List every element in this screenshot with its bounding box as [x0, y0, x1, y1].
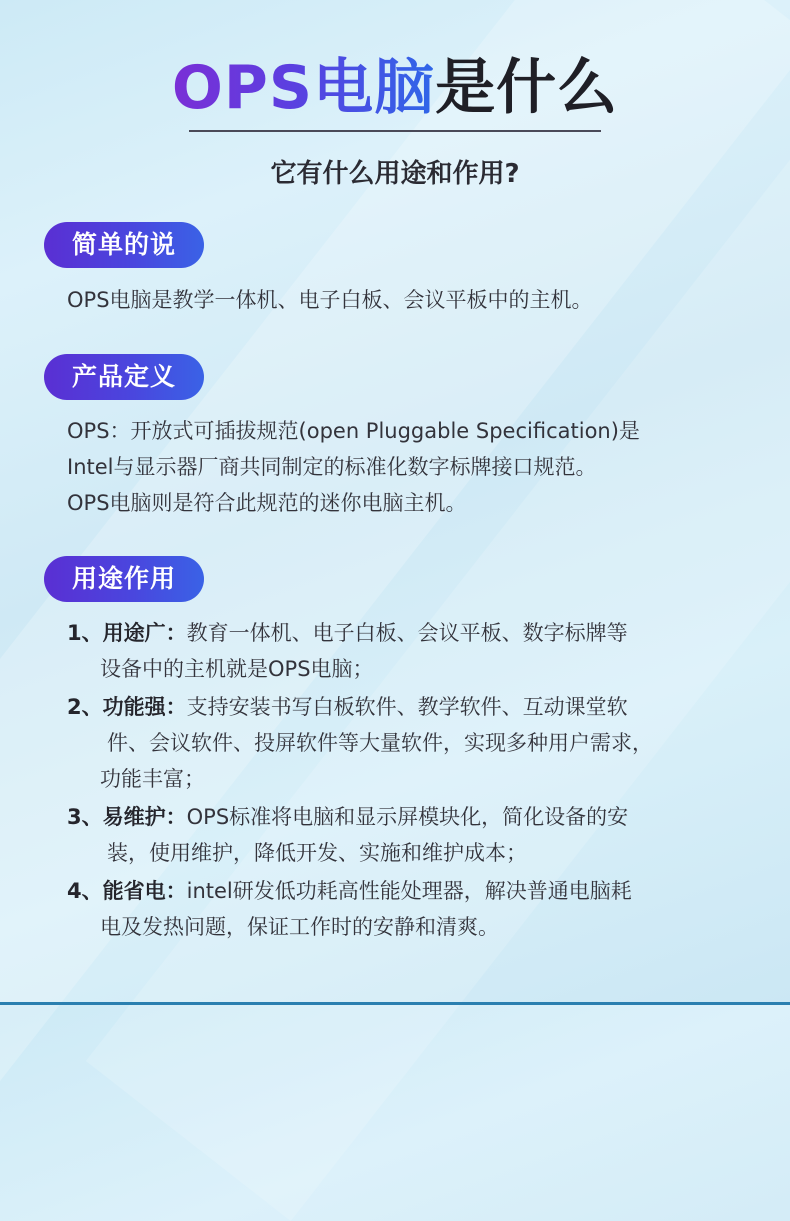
usage-list: [67, 615, 747, 947]
item-lead: 3、易维护：: [67, 805, 187, 829]
item-text: 件、会议软件、投屏软件等大量软件，实现多种用户需求，: [107, 731, 653, 755]
section-badge-usage: 用途作用: [44, 556, 204, 602]
item-text: 功能丰富；: [100, 767, 205, 791]
item-text: intel研发低功耗高性能处理器，解决普通电脑耗: [186, 879, 632, 903]
title-divider: [189, 130, 601, 132]
item-text: 教育一体机、电子白板、会议平板、数字标牌等: [186, 621, 628, 645]
list-item: [67, 799, 747, 871]
list-item: [67, 689, 747, 797]
page-title: [0, 50, 790, 126]
item-lead: 1、用途广：: [67, 621, 187, 645]
definition-line: OPS：开放式可插拔规范(open Pluggable Specification)是: [67, 419, 640, 443]
item-text: 电及发热问题，保证工作时的安静和清爽。: [100, 915, 499, 939]
definition-line: Intel与显示器厂商共同制定的标准化数字标牌接口规范。: [67, 455, 597, 479]
item-text: 支持安装书写白板软件、教学软件、互动课堂软: [186, 695, 628, 719]
item-text: 装，使用维护，降低开发、实施和维护成本；: [107, 841, 527, 865]
section-badge-definition: 产品定义: [44, 354, 204, 400]
item-text: OPS标准将电脑和显示屏模块化，简化设备的安: [186, 805, 629, 829]
item-lead: 2、功能强：: [67, 695, 187, 719]
title-accent: OPS电脑: [171, 53, 436, 123]
section-badge-simple: 简单的说: [44, 222, 204, 268]
simple-text: OPS电脑是教学一体机、电子白板、会议平板中的主机。: [67, 288, 593, 312]
item-text: 设备中的主机就是OPS电脑；: [100, 657, 374, 681]
item-lead: 4、能省电：: [67, 879, 187, 903]
definition-line: OPS电脑则是符合此规范的迷你电脑主机。: [67, 491, 467, 515]
title-rest: 是什么: [435, 53, 619, 123]
list-item: [67, 873, 747, 945]
list-item: [67, 615, 747, 687]
page-subtitle: 它有什么用途和作用?: [270, 159, 520, 189]
